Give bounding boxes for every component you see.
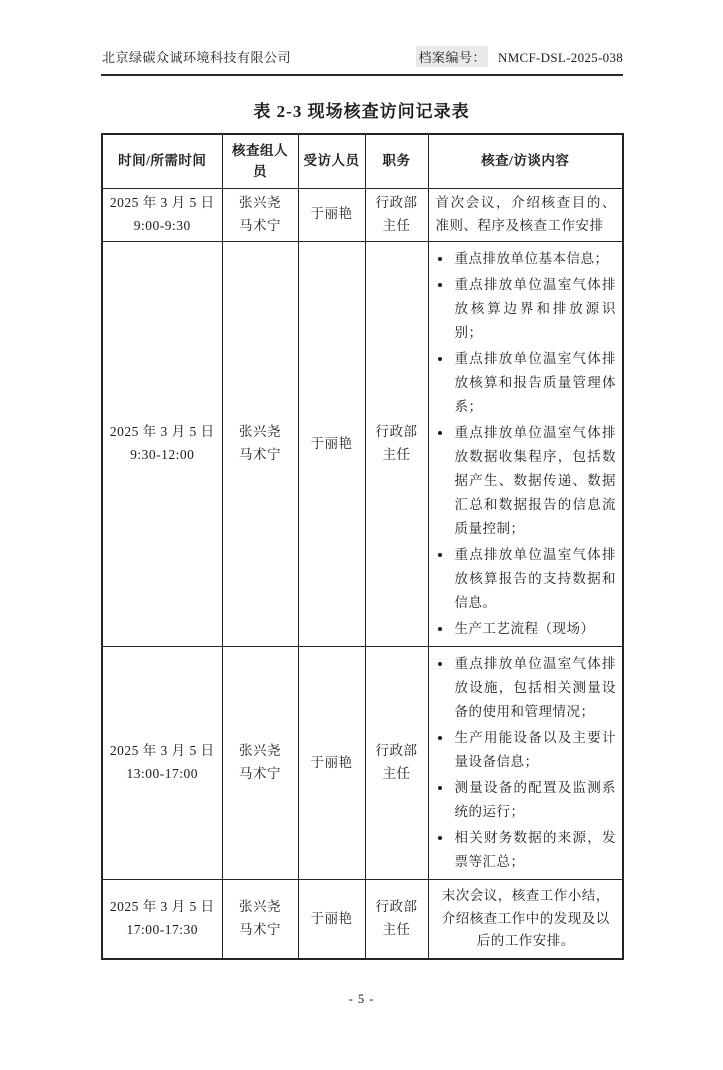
bullet-item: • 重点排放单位基本信息； xyxy=(453,247,617,271)
time-cell: 2025 年 3 月 5 日 13:00-17:00 xyxy=(102,647,222,880)
content-bullet-list xyxy=(436,247,617,641)
table-row xyxy=(102,880,623,959)
table-row xyxy=(102,189,623,242)
time-cell: 2025 年 3 月 5 日 9:30-12:00 xyxy=(102,241,222,646)
position-cell: 行政部 主任 xyxy=(365,241,428,646)
interviewee-cell: 于丽艳 xyxy=(298,241,365,646)
company-name: 北京绿碳众诚环境科技有限公司 xyxy=(102,50,292,65)
bullet-item: • 重点排放单位温室气体排放核算报告的支持数据和信息。 xyxy=(453,543,617,615)
bullet-item: • 重点排放单位温室气体排放核算和报告质量管理体系； xyxy=(453,347,617,419)
table-row xyxy=(102,241,623,646)
verifiers-cell: 张兴尧 马术宁 xyxy=(222,241,298,646)
verifiers-cell: 张兴尧 马术宁 xyxy=(222,880,298,959)
column-header-time: 时间/所需时间 xyxy=(102,134,222,189)
page-number: - 5 - xyxy=(348,992,375,1006)
interviewee-cell: 于丽艳 xyxy=(298,189,365,242)
position-cell: 行政部 主任 xyxy=(365,189,428,242)
bullet-item: • 重点排放单位温室气体排放核算边界和排放源识别； xyxy=(453,273,617,345)
table-title: 表 2-3 现场核查访问记录表 xyxy=(253,102,470,121)
interviewee-cell: 于丽艳 xyxy=(298,647,365,880)
document-page xyxy=(0,46,723,1070)
bullet-item: • 测量设备的配置及监测系统的运行； xyxy=(453,776,617,824)
position-cell: 行政部 主任 xyxy=(365,880,428,959)
position-cell: 行政部 主任 xyxy=(365,647,428,880)
verifiers-cell: 张兴尧 马术宁 xyxy=(222,647,298,880)
header-divider xyxy=(101,74,623,76)
site-visit-record-table xyxy=(101,133,624,960)
content-cell xyxy=(428,241,623,646)
archive-number-value: NMCF-DSL-2025-038 xyxy=(498,50,623,65)
bullet-item: • 重点排放单位温室气体排放数据收集程序，包括数据产生、数据传递、数据汇总和数据报告的信息流质量控制； xyxy=(453,421,617,541)
bullet-item: • 生产工艺流程（现场） xyxy=(453,617,617,641)
content-cell: 末次会议，核查工作小结，介绍核查工作中的发现及以后的工作安排。 xyxy=(428,880,623,959)
column-header-interviewee: 受访人员 xyxy=(298,134,365,189)
interviewee-cell: 于丽艳 xyxy=(298,880,365,959)
time-cell: 2025 年 3 月 5 日 17:00-17:30 xyxy=(102,880,222,959)
bullet-item: • 重点排放单位温室气体排放设施，包括相关测量设备的使用和管理情况； xyxy=(453,652,617,724)
column-header-position: 职务 xyxy=(365,134,428,189)
bullet-item: • 生产用能设备以及主要计量设备信息； xyxy=(453,726,617,774)
table-row xyxy=(102,647,623,880)
verifiers-cell: 张兴尧 马术宁 xyxy=(222,189,298,242)
time-cell: 2025 年 3 月 5 日 9:00-9:30 xyxy=(102,189,222,242)
content-bullet-list xyxy=(436,652,617,874)
content-cell xyxy=(428,647,623,880)
table-header-row xyxy=(102,134,623,189)
archive-number-block xyxy=(416,46,623,67)
column-header-content: 核查/访谈内容 xyxy=(428,134,623,189)
page-header xyxy=(102,46,623,67)
content-cell: 首次会议，介绍核查目的、准则、程序及核查工作安排 xyxy=(428,189,623,242)
column-header-verifiers: 核查组人员 xyxy=(222,134,298,189)
archive-number-label: 档案编号： xyxy=(416,46,488,67)
bullet-item: • 相关财务数据的来源，发票等汇总； xyxy=(453,826,617,874)
